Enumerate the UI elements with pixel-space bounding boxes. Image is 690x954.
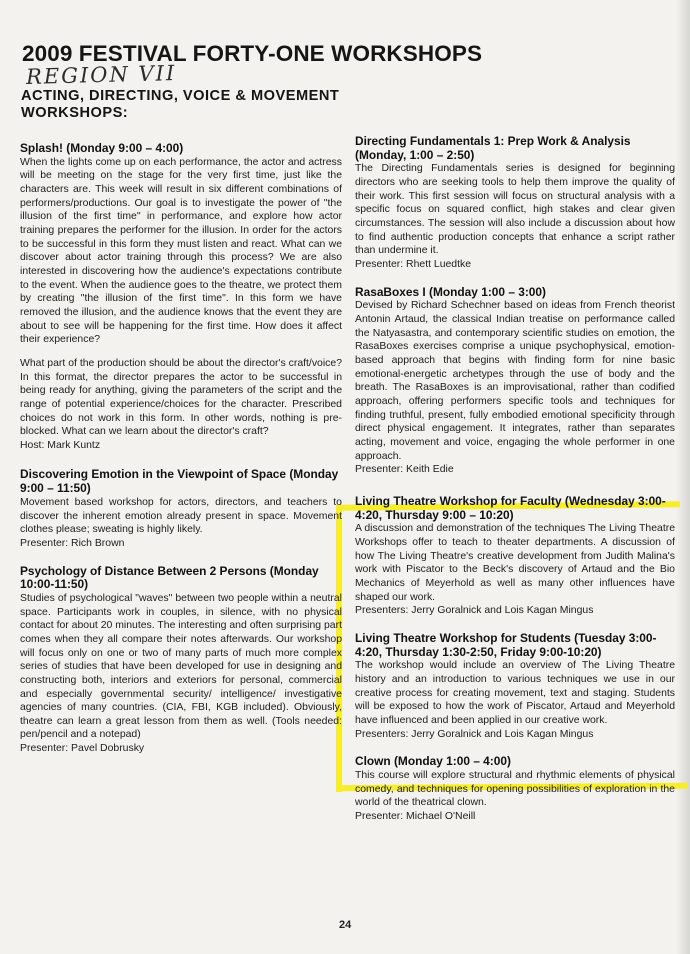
left-column [20,142,342,768]
workshop-presenter: Presenter: Rhett Luedtke [355,259,472,270]
workshop-description: Studies of psychological "waves" between two people within a neutral space. Participants work in couples, in silence, with no physical contact for about 20 minutes. The interesting and often surprising part comes when they all compare their notes afterwards. Our workshop will focus only on one or two of many parts of much more complex series of studies that have been developed for use in designing and constructing both, interiors and exteriors for personal, commercial and especially governmental security/ intelligence/ investigative agencies of many countries. (CIA, FBI, KGB included). Obviously, theatre can learn a great lesson from them as well. (Tools needed: pen/pencil and a notepad) [20,592,342,741]
workshop-description: A discussion and demonstration of the techniques The Living Theatre Workshops offer to teach to theater departments. A discussion of how The Living Theatre's creative development from Judith Malina's work with Piscator to the Beck's discovery of Artaud and the Bio Mechanics of Meyerhold as well as many other influences have shaped our work. [355,523,675,603]
workshop-title: Splash! (Monday 9:00 – 4:00) [20,141,184,155]
workshop-description: Devised by Richard Schechner based on ideas from French theorist Antonin Artaud, the classical Indian treatise on performance called the Natyasastra, and contemporary scientific studies on emotion, the RasaBoxes exercises comprise a unique psychophysical, emotion-based approach that begins with finding form for nine basic emotional-energetic archetypes through the use of body and the breath. The RasaBoxes is an improvisational, rather than codified approach, offering performers specific tools and techniques for finding truthful, present, fully embodied emotional specificity through direct physical engagement. It integrates, rather than separates acting, movement and voice, engaging the whole performer in one approach. [355,300,675,462]
workshop-presenter: Presenter: Pavel Dobrusky [20,743,145,755]
workshop-description: Movement based workshop for actors, directors, and teachers to discover the inherent emotion already present in space. Movement clothes please; sweating is highly likely. [20,496,342,536]
workshop-presenter: Presenters: Jerry Goralnick and Lois Kagan Mingus [355,605,594,617]
page-subtitle: ACTING, DIRECTING, VOICE & MOVEMENT WORKSHOPS: [21,88,340,121]
workshop-description: When the lights come up on each performance, the actor and actress will be meeting on the stage for the very first time, just like the characters are. This week will result in six different combinations of performers/productions. Our goal is to investigate the power of "the illusion of the first time" in performance, and explore how actor training prepares the performer for the illusion. In order for the actors to be successful in this form they must listen and react. What can we discover about actor training through this process? We are also interested in discovering how the audience's expectations contribute to the event. When the audience goes to the theatre, we protect them by creating "the illusion of the first time". In this form we have removed the illusion, and the audience knows that the event they are about to see will be happening for the first time. How does it affect their experience? [20,156,342,346]
handwritten-note: REGION VII [25,61,177,89]
workshop-presenter: Presenter: Michael O'Neill [355,810,476,822]
workshop-description: The Directing Fundamentals series is designed for beginning directors who are seeking tools to help them improve the quality of their work. This first session will focus on structural analysis with a specific focus on squared conflict, high stakes and clear given circumstances. The session will also include a discussion about how to find authentic production concepts that enhance a script rather than undermine it. [355,163,675,257]
workshop-title: RasaBoxes I (Monday 1:00 – 3:00) [355,284,546,299]
page-title: 2009 FESTIVAL FORTY-ONE WORKSHOPS [22,41,483,66]
workshop-title: Directing Fundamentals 1: Prep Work & Analysis (Monday, 1:00 – 2:50) [355,134,631,162]
workshop-presenter: Presenter: Rich Brown [20,537,125,549]
workshop-title: Psychology of Distance Between 2 Persons (Monday 10:00-11:50) [20,563,319,592]
page-number: 24 [339,919,352,931]
workshop-entry-highlighted [355,495,675,618]
workshop-entry [355,755,675,823]
workshop-title: Discovering Emotion in the Viewpoint of Space (Monday 9:00 – 11:50) [20,467,339,496]
workshop-entry [20,565,342,756]
workshop-entry-highlighted [355,632,675,741]
workshop-presenter: Presenter: Keith Edie [355,464,454,476]
workshop-presenter: Presenters: Jerry Goralnick and Lois Kagan Mingus [355,728,594,740]
workshop-entry [355,286,675,477]
workshop-entry [20,468,342,550]
workshop-title: Living Theatre Workshop for Faculty (Wednesday 3:00-4:20, Thursday 9:00 – 10:20) [355,493,666,522]
workshop-title: Living Theatre Workshop for Students (Tuesday 3:00-4:20, Thursday 1:30-2:50, Friday 9:00-10:20) [355,630,657,659]
right-column [355,135,675,836]
workshop-description: This course will explore structural and rhythmic elements of physical comedy, and techniques for opening possibilities of exploration in the world of the theatrical clown. [355,769,675,809]
workshop-title: Clown (Monday 1:00 – 4:00) [355,754,511,769]
workshop-description: What part of the production should be about the director's craft/voice? In this format, the director prepares the actor to be successful in being ready for anything, giving the parameters of the script and the range of potential experience/choices for the character. Prescribed choices do not work in this form. In other words, nothing is pre-blocked. What can we learn about the director's craft? [20,357,342,438]
workshop-host: Host: Mark Kuntz [20,439,101,451]
workshop-description: The workshop would include an overview of The Living Theatre history and an introduction to various techniques we use in our creative process for creating movement, text and staging. Students will be exposed to how the work of Piscator, Artaud and Meyerhold have influenced and been applied in our creative work. [355,660,675,726]
workshop-entry [20,142,342,452]
page-edge-shadow [676,0,690,954]
workshop-entry [355,135,675,272]
